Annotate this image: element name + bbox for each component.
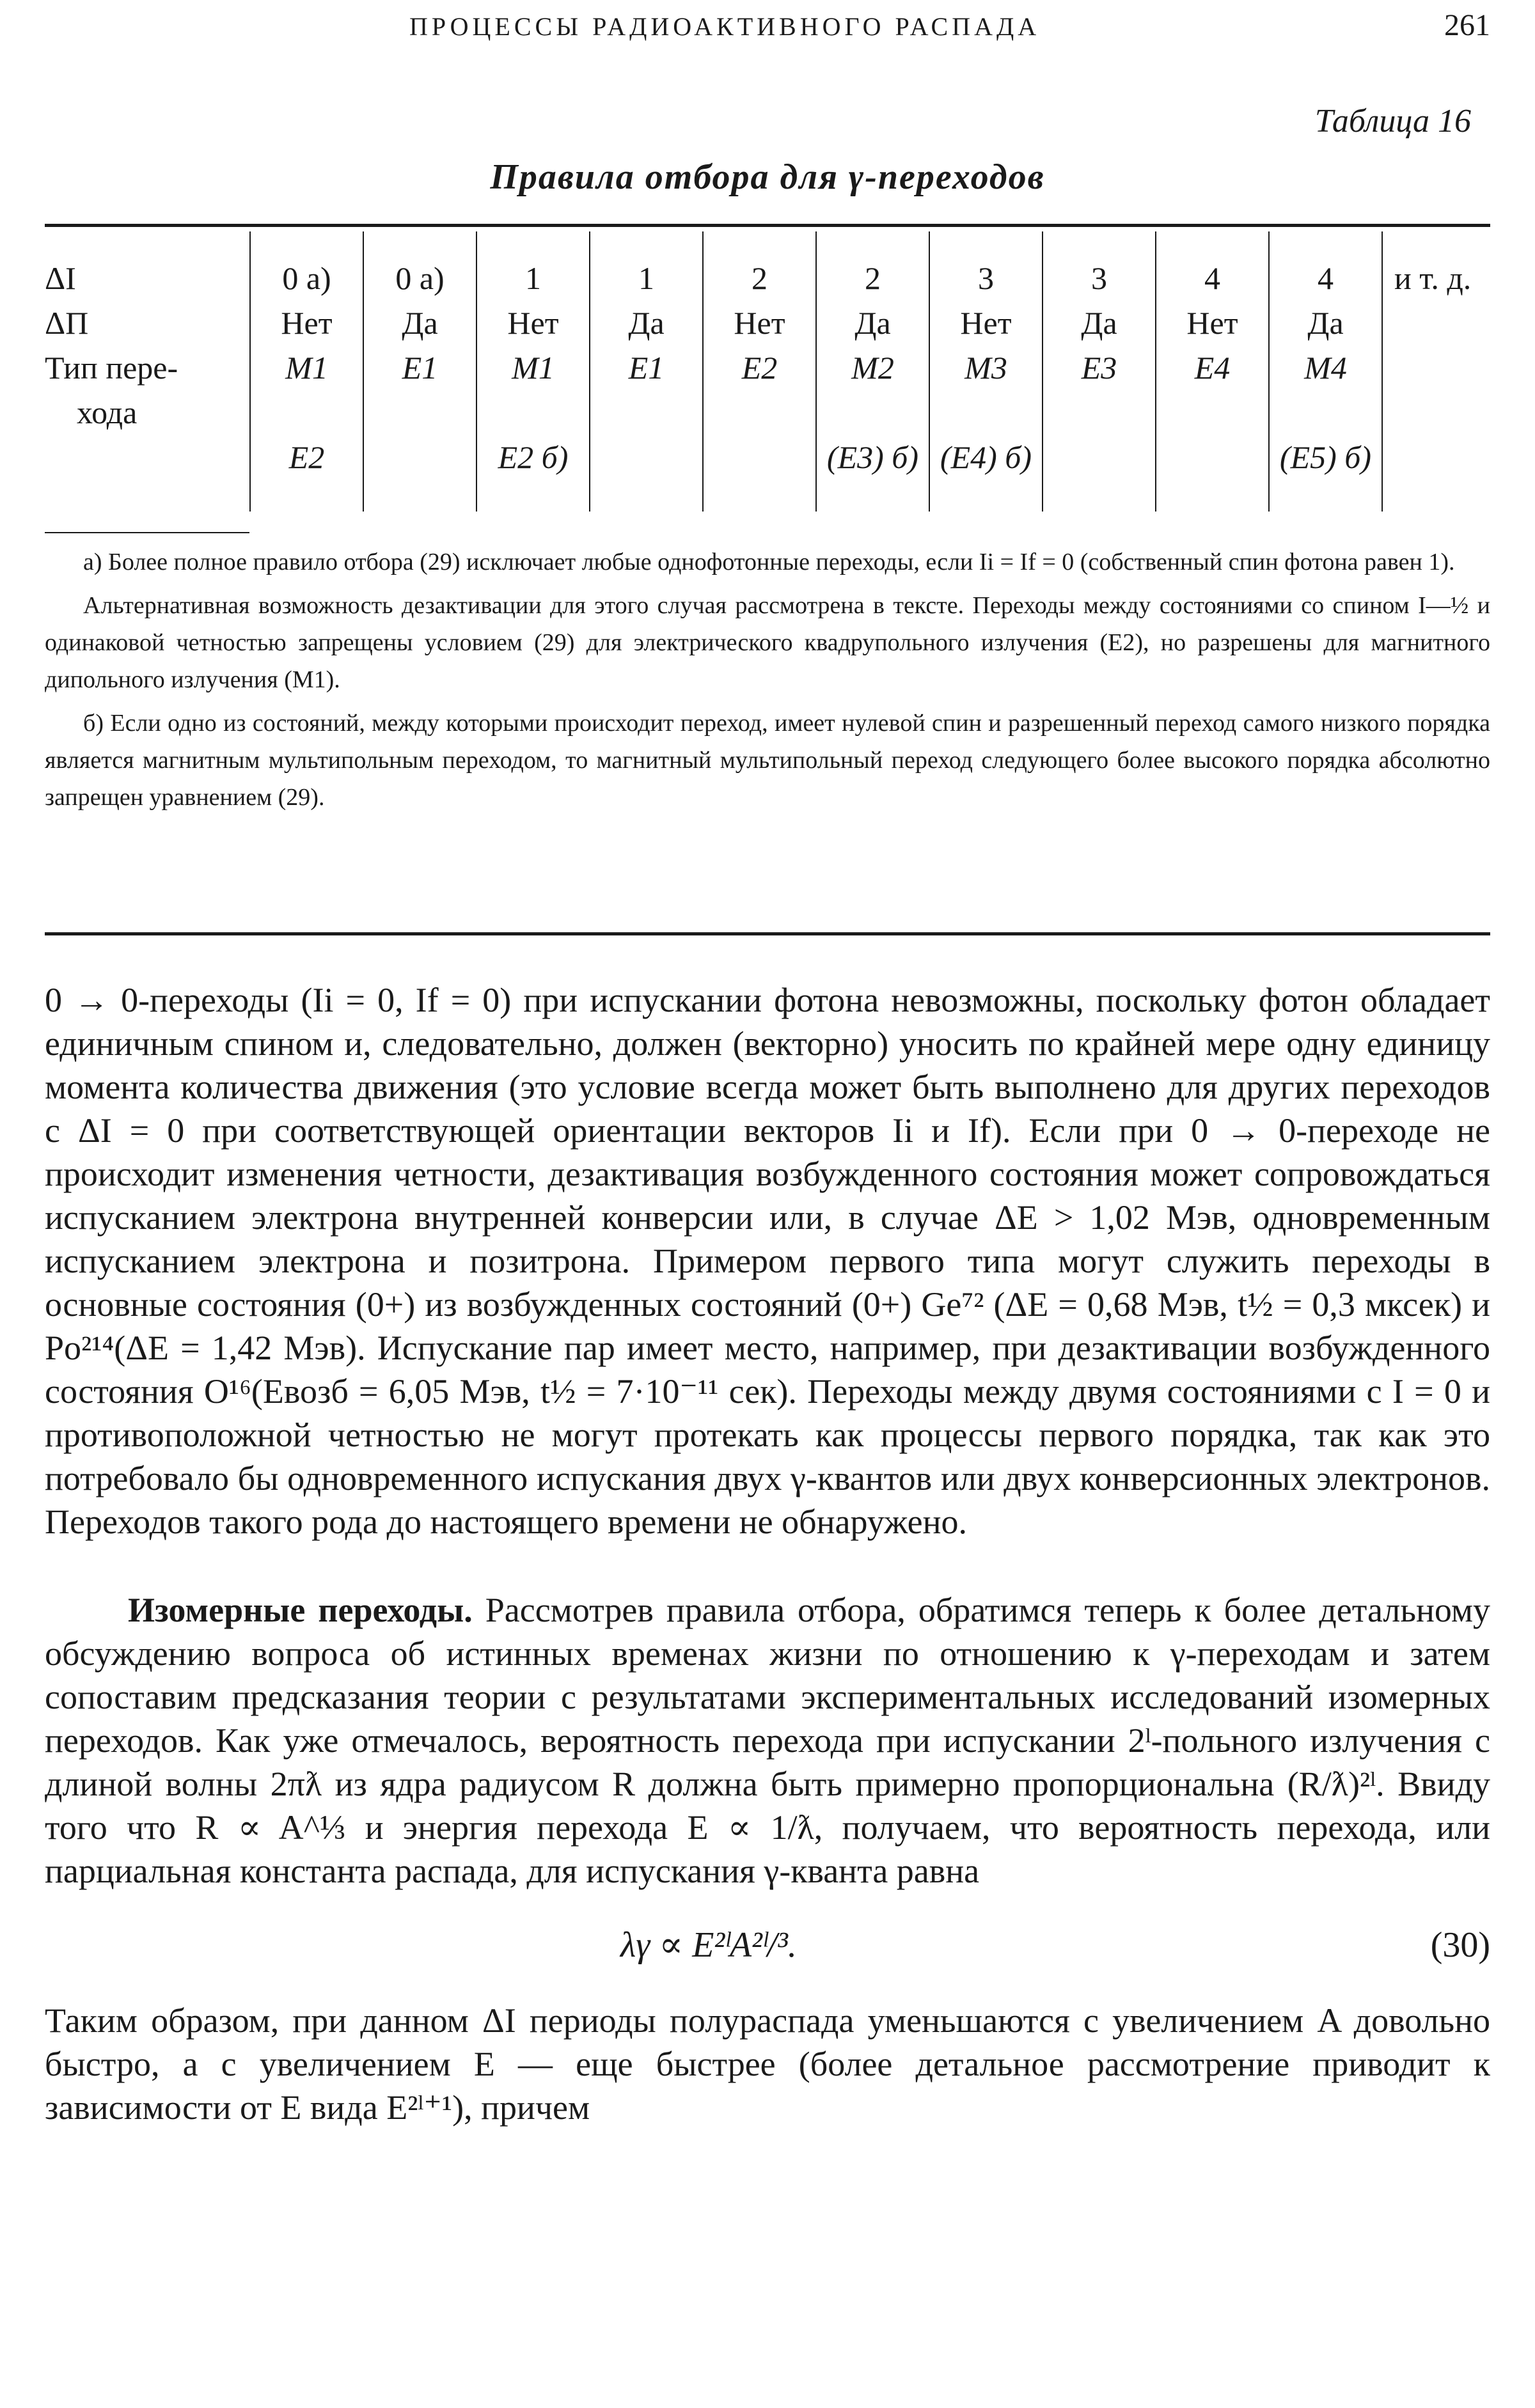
paragraph-half-lives: Таким образом, при данном ΔI периоды полураспада уменьшаются с увеличением A довольно быстро, а с увеличением E — еще быстрее (более детальное рассмотрение приводит к зависимости от E вида E²ˡ⁺¹), причем bbox=[45, 2001, 1490, 2127]
cell-alt bbox=[1043, 435, 1155, 480]
cell-dI: 2 bbox=[752, 260, 767, 296]
cell-type: M4 bbox=[1304, 350, 1347, 386]
cell-etc: и т. д. bbox=[1394, 260, 1472, 296]
cell-alt: E2 б) bbox=[498, 439, 569, 475]
cell-type: E1 bbox=[628, 350, 665, 386]
table-column bbox=[1269, 231, 1382, 512]
cell-alt: (E5) б) bbox=[1279, 439, 1372, 475]
cell-dP: Да bbox=[402, 305, 438, 341]
table-column bbox=[1156, 231, 1269, 512]
cell-dP: Нет bbox=[281, 305, 333, 341]
cell-type: E1 bbox=[402, 350, 438, 386]
running-title: ПРОЦЕССЫ РАДИОАКТИВНОГО РАСПАДА bbox=[409, 12, 1041, 41]
footnote-a: а) Более полное правило отбора (29) исключает любые однофотонные переходы, если Ii = If = 0 (собственный спин фотона равен 1). bbox=[83, 549, 1455, 575]
cell-dI: 3 bbox=[978, 260, 994, 296]
footnote-rule bbox=[45, 532, 249, 533]
cell-type: E4 bbox=[1194, 350, 1231, 386]
cell-dI: 3 bbox=[1091, 260, 1107, 296]
cell-dI: 0 а) bbox=[395, 260, 445, 296]
table-column bbox=[363, 231, 476, 512]
equation-expression: λγ ∝ E²ˡA²ˡ/³. bbox=[620, 1925, 797, 1965]
cell-dP: Да bbox=[628, 305, 665, 341]
row-label-type: Тип пере- bbox=[45, 350, 178, 386]
cell-type: M3 bbox=[964, 350, 1007, 386]
paragraph-isomeric-transitions bbox=[45, 1588, 1490, 1893]
equation-30 bbox=[45, 1911, 1490, 1981]
table-column-etc bbox=[1382, 231, 1490, 512]
table-top-rule bbox=[45, 224, 1490, 227]
row-label-type-cont: хода bbox=[77, 395, 138, 430]
cell-dI: 0 а) bbox=[282, 260, 331, 296]
table-row-labels bbox=[45, 231, 250, 512]
table-column bbox=[816, 231, 929, 512]
table-label: Таблица 16 bbox=[1314, 103, 1471, 139]
paragraph-zero-zero-transitions: 0 → 0-переходы (Ii = 0, If = 0) при испускании фотона невозможны, поскольку фотон обладает единичным спином и, следовательно, должен (векторно) уносить по крайней мере одну единицу момента количества движения (это условие всегда может быть выполнено для других переходов с ΔI = 0 при соответствующей ориентации векторов Ii и If). Если при 0 → 0-переходе не происходит изменения четности, дезактивация возбужденного состояния может сопровождаться испусканием электрона внутренней конверсии или, в случае ΔE > 1,02 Мэв, одновременным испусканием электрона и позитрона. Примером первого типа могут служить переходы в основные состояния (0+) из возбужденных состояний (0+) Ge⁷² (ΔE = 0,68 Мэв, t½ = 0,3 мксек) и Po²¹⁴(ΔE = 1,42 Мэв). Испускание пар имеет место, например, при дезактивации возбужденного состояния O¹⁶(Eвозб = 6,05 Мэв, t½ = 7·10⁻¹¹ сек). Переходы между двумя состояниями с I = 0 и противоположной четностью не могут протекать как процессы первого порядка, так как это потребовало бы одновременного испускания двух γ-квантов или двух конверсионных электронов. Переходов такого рода до настоящего времени не обнаружено. bbox=[45, 981, 1490, 1541]
cell-alt bbox=[364, 435, 476, 480]
selection-rules-table bbox=[45, 231, 1490, 512]
cell-dI: 1 bbox=[638, 260, 654, 296]
table-column bbox=[590, 231, 703, 512]
table-column bbox=[703, 231, 816, 512]
table-column bbox=[1043, 231, 1156, 512]
cell-dI: 4 bbox=[1318, 260, 1334, 296]
cell-dP: Нет bbox=[1186, 305, 1238, 341]
table-column bbox=[929, 231, 1043, 512]
cell-alt bbox=[704, 435, 815, 480]
cell-dI: 2 bbox=[865, 260, 881, 296]
cell-dI: 1 bbox=[525, 260, 541, 296]
cell-alt: (E4) б) bbox=[940, 439, 1032, 475]
footnote-alternative: Альтернативная возможность дезактивации для этого случая рассмотрена в тексте. Переходы между состояниями со спином I—½ и одинаковой четностью запрещены условием (29) для электрического квадрупольного излучения (E2), но разрешены для магнитного дипольного излучения (M1). bbox=[45, 592, 1490, 693]
row-label-dI: ΔI bbox=[45, 260, 76, 296]
table-bottom-rule bbox=[45, 932, 1490, 935]
cell-type: E3 bbox=[1081, 350, 1117, 386]
table-title: Правила отбора для γ-переходов bbox=[490, 157, 1045, 197]
cell-dP: Да bbox=[854, 305, 891, 341]
cell-dP: Нет bbox=[734, 305, 785, 341]
cell-alt: E2 bbox=[288, 439, 325, 475]
cell-type: M1 bbox=[285, 350, 328, 386]
equation-number: (30) bbox=[1430, 1925, 1490, 1965]
footnote-b: б) Если одно из состояний, между которыми происходит переход, имеет нулевой спин и разрешенный переход самого низкого порядка является магнитным мультипольным переходом, то магнитный мультипольный переход следующего более высокого порядка абсолютно запрещен уравнением (29). bbox=[45, 710, 1490, 811]
cell-alt: (E3) б) bbox=[826, 439, 919, 475]
cell-dP: Нет bbox=[960, 305, 1012, 341]
table-column bbox=[250, 231, 363, 512]
cell-type: M2 bbox=[851, 350, 894, 386]
cell-dI: 4 bbox=[1204, 260, 1220, 296]
cell-dP: Нет bbox=[507, 305, 559, 341]
paragraph-text: Рассмотрев правила отбора, обратимся теперь к более детальному обсуждению вопроса об истинных временах жизни по отношению к γ-переходам и затем сопоставим предсказания теории с результатами экспериментальных исследований изомерных переходов. Как уже отмечалось, вероятность перехода при испускании 2ˡ-польного излучения с длиной волны 2πƛ из ядра радиусом R должна быть примерно пропорциональна (R/ƛ)²ˡ. Ввиду того что R ∝ A^⅓ и энергия перехода E ∝ 1/ƛ, получаем, что вероятность перехода, или парциальная константа распада, для испускания γ-кванта равна bbox=[45, 1591, 1491, 1890]
cell-alt bbox=[590, 435, 702, 480]
cell-dP: Да bbox=[1307, 305, 1344, 341]
row-label-dP: ΔП bbox=[45, 305, 89, 341]
page-number: 261 bbox=[1444, 8, 1490, 42]
section-lead: Изомерные переходы. bbox=[128, 1591, 473, 1629]
cell-type: E2 bbox=[741, 350, 778, 386]
cell-dP: Да bbox=[1081, 305, 1117, 341]
main-text bbox=[45, 978, 1490, 2129]
table-footnotes bbox=[45, 543, 1490, 822]
table-column bbox=[476, 231, 590, 512]
cell-type: M1 bbox=[512, 350, 555, 386]
running-header bbox=[45, 8, 1490, 46]
cell-alt bbox=[1156, 435, 1268, 480]
